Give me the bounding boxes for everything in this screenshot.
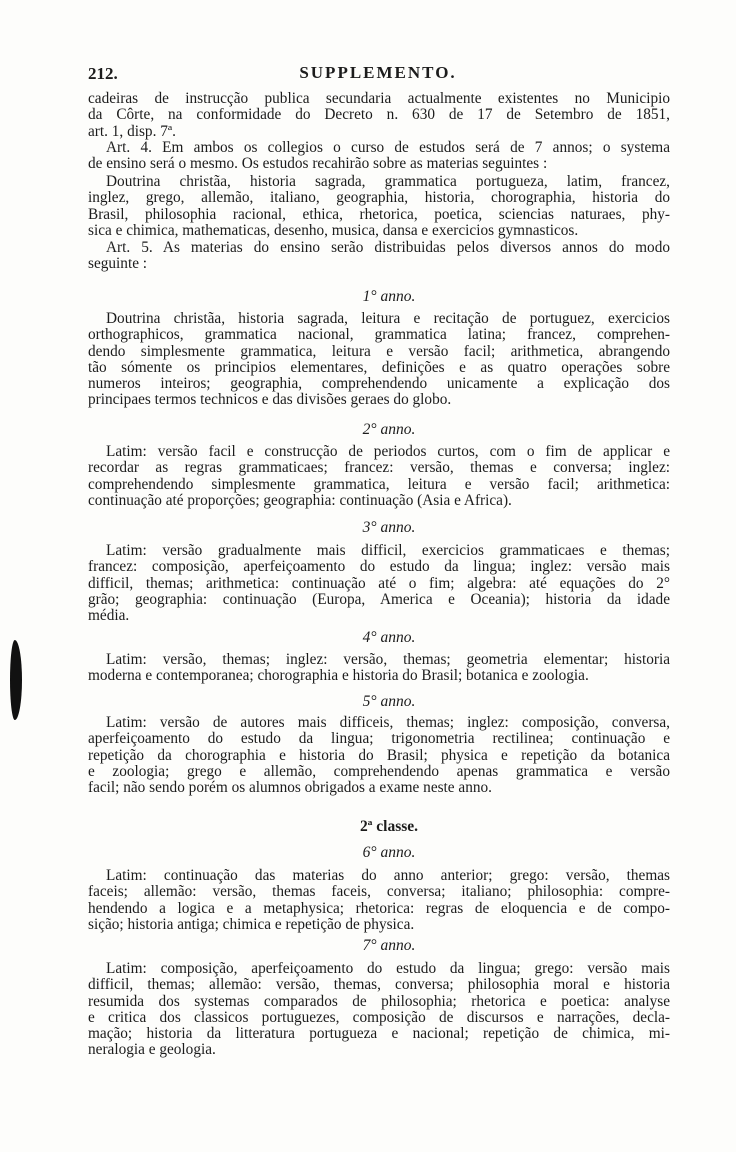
paragraph [88, 444, 670, 509]
text-line: continuação até proporções; geographia: continuação (Asia e Africa). [88, 491, 512, 509]
text-line: e critica dos classicos portuguezes, composição de discursos e narrações, decla- [88, 1008, 670, 1026]
year-heading: 6° anno. [362, 844, 416, 861]
text-line: Doutrina christãa, historia sagrada, grammatica portugueza, latim, francez, [106, 173, 670, 190]
text-line: Latim: versão de autores mais difficeis, themas; inglez: composição, conversa, [106, 714, 670, 731]
text-line: neralogia e geologia. [88, 1041, 216, 1059]
paragraph [88, 140, 670, 173]
text-line: média. [88, 607, 130, 625]
text-line: principaes termos technicos e das divisões geraes do globo. [88, 391, 452, 409]
text-line: repetição da chorographia e historia do Brasil; physica e repetição da botanica [88, 746, 670, 764]
text-line: aperfeiçoamento do estudo da lingua; trigonometria rectilinea; continuação e [88, 730, 670, 748]
text-line: cadeiras de instrucção publica secundaria actualmente existentes no Municipio [88, 90, 670, 107]
text-line: sição; historia antiga; chimica e repetição de physica. [88, 915, 415, 933]
text-line: faceis; allemão: versão, themas faceis, conversa; italiano; philosophia: compre- [88, 883, 670, 901]
year-heading: 4° anno. [362, 629, 416, 646]
class-heading: 2ª classe. [359, 818, 419, 835]
year-heading: 3° anno. [362, 519, 416, 536]
text-line: difficil, themas; arithmetica: continuação até o fim; algebra: até equações do 2° [88, 574, 670, 592]
text-line: da Côrte, na conformidade do Decreto n. 630 de 17 de Setembro de 1851, [88, 106, 670, 124]
text-line: hendendo a logica e a metaphysica; rhetorica: regras de eloquencia e de compo- [88, 899, 670, 917]
text-line: inglez, grego, allemão, italiano, geographia, historia, chorographia, historia do [88, 189, 670, 207]
year-heading: 2° anno. [362, 421, 416, 438]
text-line: seguinte : [88, 255, 148, 273]
text-line: tão sómente os principios elementares, definições e as quatro operações sobre [88, 358, 670, 376]
paragraph [88, 868, 670, 933]
paragraph [88, 240, 670, 273]
text-line: Doutrina christãa, historia sagrada, leitura e recitação de portuguez, exercicios [106, 310, 670, 327]
year-heading: 7° anno. [362, 937, 416, 954]
paragraph [88, 543, 670, 624]
page-number: 212. [88, 64, 118, 83]
text-line: e zoologia; grego e allemão, comprehendendo apenas grammatica e versão [88, 762, 670, 780]
text-line: grão; geographia: continuação (Europa, America e Oceania); historia da idade [88, 590, 670, 608]
text-line: facil; não sendo porém os alumnos obrigados a exame neste anno. [88, 779, 492, 797]
text-line: sica e chimica, mathematicas, desenho, musica, dansa e exercicios gymnasticos. [88, 221, 579, 239]
text-line: art. 1, disp. 7ª. [88, 122, 176, 140]
paragraph [88, 311, 670, 409]
text-line: Latim: versão facil e construcção de periodos curtos, com o fim de applicar e [106, 443, 670, 460]
year-heading: 5° anno. [362, 693, 416, 710]
text-line: comprehendendo simplesmente grammatica, leitura e versão facil; arithmetica: [88, 475, 670, 493]
text-line: Art. 5. As materias do ensino serão distribuidas pelos diversos annos do modo [106, 239, 670, 256]
text-line: difficil, themas; allemão: versão, themas, conversa; philosophia moral e historia [88, 976, 670, 994]
text-line: mação; historia da litteratura portugueza e nacional; repetição de chimica, mi- [88, 1025, 670, 1043]
text-line: dendo simplesmente grammatica, leitura e versão facil; arithmetica, abrangendo [88, 342, 670, 360]
binding-shadow [10, 640, 22, 720]
text-line: resumida dos systemas comparados de philosophia; rhetorica e poetica: analyse [88, 992, 670, 1010]
running-head: SUPPLEMENTO. [299, 63, 457, 82]
text-line: Brasil, philosophia racional, ethica, rhetorica, poetica, sciencias naturaes, phy- [88, 205, 670, 223]
text-line: Latim: versão gradualmente mais difficil, exercicios grammaticaes e themas; [106, 542, 670, 559]
text-line: francez: composição, aperfeiçoamento do estudo da lingua; inglez: versão mais [88, 558, 670, 576]
text-line: numeros inteiros; geographia, comprehendendo unicamente a explicação dos [88, 375, 670, 393]
paragraph [88, 174, 670, 239]
text-line: Latim: versão, themas; inglez: versão, themas; geometria elementar; historia [106, 651, 670, 668]
text-line: Latim: composição, aperfeiçoamento do estudo da lingua; grego: versão mais [106, 960, 670, 977]
paragraph [88, 652, 670, 685]
text-line: moderna e contemporanea; chorographia e historia do Brasil; botanica e zoologia. [88, 667, 589, 685]
text-line: de ensino será o mesmo. Os estudos recahirão sobre as materias seguintes : [88, 155, 548, 173]
paragraph [88, 91, 670, 140]
paragraph [88, 961, 670, 1059]
year-heading: 1° anno. [362, 288, 416, 305]
text-line: recordar as regras grammaticaes; francez: versão, themas e conversa; inglez: [88, 459, 670, 477]
text-line: Latim: continuação das materias do anno anterior; grego: versão, themas [106, 867, 670, 884]
paragraph [88, 715, 670, 796]
text-line: Art. 4. Em ambos os collegios o curso de estudos será de 7 annos; o systema [106, 139, 670, 156]
text-line: orthographicos, grammatica nacional, grammatica latina; francez, comprehen- [88, 326, 670, 344]
